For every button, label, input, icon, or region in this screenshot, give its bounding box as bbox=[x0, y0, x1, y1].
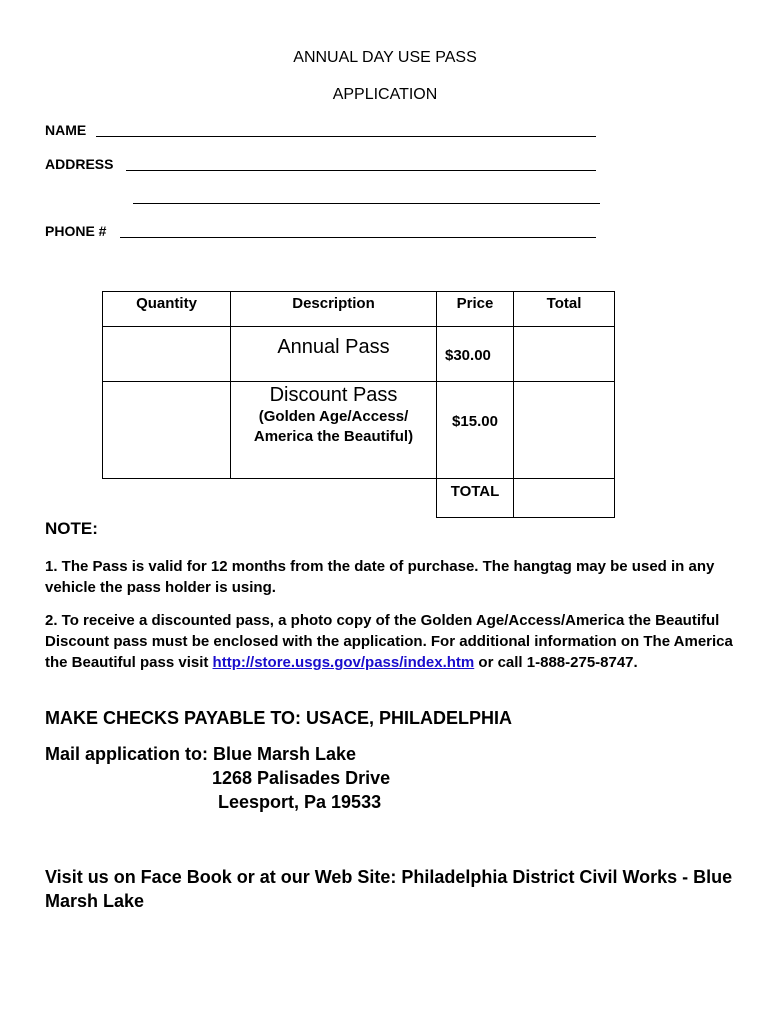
discount-pass-label: Discount Pass bbox=[269, 384, 398, 406]
annual-pass-label: Annual Pass bbox=[277, 336, 390, 358]
form-title: ANNUAL DAY USE PASS bbox=[293, 49, 477, 66]
price-discount: $15.00 bbox=[437, 382, 514, 479]
quantity-cell-discount[interactable] bbox=[103, 382, 231, 479]
header-quantity: Quantity bbox=[103, 292, 231, 327]
payable-text: MAKE CHECKS PAYABLE TO: USACE, PHILADELPHIA bbox=[45, 708, 513, 728]
grand-total-cell[interactable] bbox=[514, 479, 615, 518]
price-annual: $30.00 bbox=[437, 327, 514, 382]
description-annual bbox=[231, 327, 437, 382]
pricing-table bbox=[102, 291, 615, 518]
note-item-1: 1. The Pass is valid for 12 months from the date of purchase. The hangtag may be used in any vehicle the pass holder is using. bbox=[45, 558, 715, 596]
address-field-line2[interactable] bbox=[133, 203, 600, 204]
address-label: ADDRESS bbox=[45, 156, 114, 172]
total-label: TOTAL bbox=[437, 479, 514, 518]
visit-text: Visit us on Face Book or at our Web Site: Philadelphia District Civil Works - Blue Marsh Lake bbox=[45, 867, 733, 911]
phone-field[interactable] bbox=[120, 237, 596, 238]
phone-label: PHONE # bbox=[45, 223, 107, 239]
name-field[interactable] bbox=[96, 136, 596, 137]
description-discount bbox=[231, 382, 437, 479]
mail-label: Mail application to: Blue Marsh Lake bbox=[45, 744, 357, 764]
note-item-2-tail: or call 1-888-275-8747. bbox=[474, 654, 638, 671]
header-price: Price bbox=[437, 292, 514, 327]
discount-pass-subtext: (Golden Age/Access/ America the Beautiful) bbox=[253, 408, 414, 445]
quantity-cell-annual[interactable] bbox=[103, 327, 231, 382]
total-cell-discount[interactable] bbox=[514, 382, 615, 479]
note-heading: NOTE: bbox=[45, 519, 98, 538]
pass-info-link[interactable]: http://store.usgs.gov/pass/index.htm bbox=[212, 654, 475, 671]
address-field[interactable] bbox=[126, 170, 596, 171]
header-description: Description bbox=[231, 292, 437, 327]
mail-street: 1268 Palisades Drive bbox=[212, 768, 391, 788]
mail-city: Leesport, Pa 19533 bbox=[218, 792, 382, 812]
form-subtitle: APPLICATION bbox=[332, 86, 438, 103]
header-total: Total bbox=[514, 292, 615, 327]
name-label: NAME bbox=[45, 122, 87, 138]
note-item-2 bbox=[45, 610, 735, 673]
note-item-2-text: 2. To receive a discounted pass, a photo copy of the Golden Age/Access/America the Beautiful Discount pass must be enclosed with the application. For additional information on The America the Beautiful pass visit bbox=[45, 612, 733, 671]
total-cell-annual[interactable] bbox=[514, 327, 615, 382]
